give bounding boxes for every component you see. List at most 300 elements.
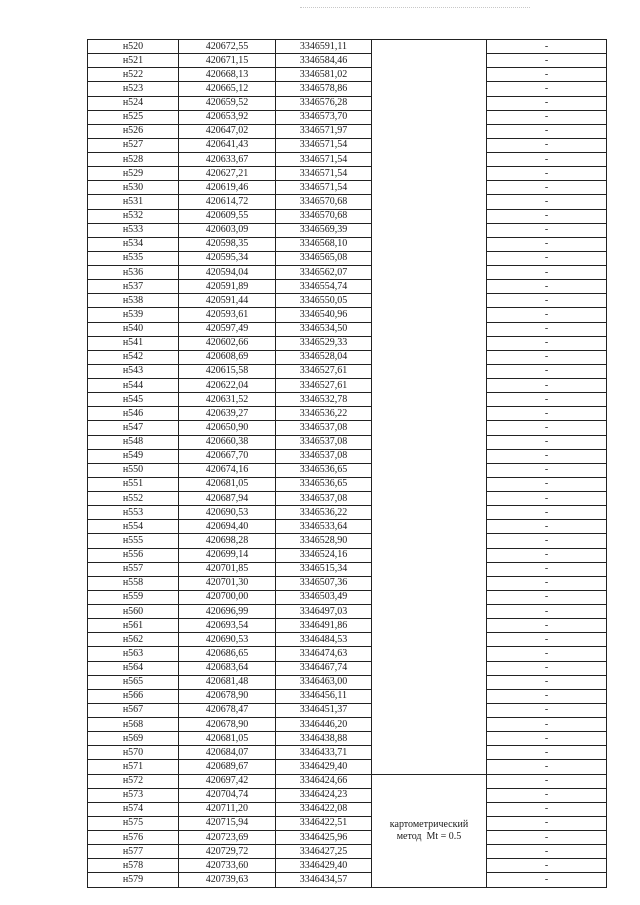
y-coordinate-cell: 3346532,78	[276, 393, 372, 407]
y-coordinate-cell: 3346568,10	[276, 237, 372, 251]
point-name-cell: н547	[88, 421, 179, 435]
accuracy-cell: -	[487, 322, 607, 336]
table-row	[88, 195, 607, 209]
method-cell	[372, 774, 487, 887]
table-row	[88, 435, 607, 449]
table-row	[88, 520, 607, 534]
y-coordinate-cell: 3346427,25	[276, 845, 372, 859]
table-row	[88, 68, 607, 82]
x-coordinate-cell: 420653,92	[179, 110, 276, 124]
table-row	[88, 393, 607, 407]
point-name-cell: н540	[88, 322, 179, 336]
point-name-cell: н548	[88, 435, 179, 449]
table-row	[88, 732, 607, 746]
accuracy-cell: -	[487, 492, 607, 506]
y-coordinate-cell: 3346434,57	[276, 873, 372, 887]
y-coordinate-cell: 3346527,61	[276, 364, 372, 378]
y-coordinate-cell: 3346422,51	[276, 816, 372, 830]
y-coordinate-cell: 3346424,66	[276, 774, 372, 788]
accuracy-cell: -	[487, 266, 607, 280]
point-name-cell: н531	[88, 195, 179, 209]
point-name-cell: н550	[88, 463, 179, 477]
x-coordinate-cell: 420711,20	[179, 802, 276, 816]
x-coordinate-cell: 420678,90	[179, 689, 276, 703]
y-coordinate-cell: 3346565,08	[276, 251, 372, 265]
table-row	[88, 280, 607, 294]
table-row	[88, 760, 607, 774]
point-name-cell: н558	[88, 576, 179, 590]
accuracy-cell: -	[487, 181, 607, 195]
x-coordinate-cell: 420633,67	[179, 153, 276, 167]
accuracy-cell: -	[487, 506, 607, 520]
y-coordinate-cell: 3346451,37	[276, 703, 372, 717]
point-name-cell: н554	[88, 520, 179, 534]
table-row	[88, 619, 607, 633]
table-row	[88, 562, 607, 576]
accuracy-cell: -	[487, 845, 607, 859]
x-coordinate-cell: 420622,04	[179, 379, 276, 393]
x-coordinate-cell: 420681,48	[179, 675, 276, 689]
accuracy-cell: -	[487, 477, 607, 491]
x-coordinate-cell: 420690,53	[179, 506, 276, 520]
table-row	[88, 223, 607, 237]
point-name-cell: н539	[88, 308, 179, 322]
point-name-cell: н557	[88, 562, 179, 576]
table-row	[88, 859, 607, 873]
coordinates-table-body	[88, 40, 607, 888]
table-row	[88, 605, 607, 619]
accuracy-cell: -	[487, 96, 607, 110]
y-coordinate-cell: 3346534,50	[276, 322, 372, 336]
point-name-cell: н544	[88, 379, 179, 393]
x-coordinate-cell: 420619,46	[179, 181, 276, 195]
table-row	[88, 308, 607, 322]
table-row	[88, 251, 607, 265]
x-coordinate-cell: 420697,42	[179, 774, 276, 788]
accuracy-cell: -	[487, 167, 607, 181]
y-coordinate-cell: 3346537,08	[276, 492, 372, 506]
y-coordinate-cell: 3346591,11	[276, 40, 372, 54]
y-coordinate-cell: 3346537,08	[276, 421, 372, 435]
table-row	[88, 873, 607, 887]
x-coordinate-cell: 420615,58	[179, 364, 276, 378]
point-name-cell: н574	[88, 802, 179, 816]
table-row	[88, 802, 607, 816]
accuracy-cell: -	[487, 520, 607, 534]
accuracy-cell: -	[487, 647, 607, 661]
table-row	[88, 703, 607, 717]
x-coordinate-cell: 420639,27	[179, 407, 276, 421]
table-row	[88, 209, 607, 223]
point-name-cell: н565	[88, 675, 179, 689]
accuracy-cell: -	[487, 195, 607, 209]
x-coordinate-cell: 420595,34	[179, 251, 276, 265]
y-coordinate-cell: 3346429,40	[276, 859, 372, 873]
point-name-cell: н545	[88, 393, 179, 407]
accuracy-cell: -	[487, 54, 607, 68]
accuracy-cell: -	[487, 40, 607, 54]
table-row	[88, 96, 607, 110]
table-row	[88, 788, 607, 802]
x-coordinate-cell: 420631,52	[179, 393, 276, 407]
x-coordinate-cell: 420681,05	[179, 732, 276, 746]
accuracy-cell: -	[487, 393, 607, 407]
accuracy-cell: -	[487, 831, 607, 845]
point-name-cell: н546	[88, 407, 179, 421]
table-row	[88, 266, 607, 280]
table-row	[88, 816, 607, 830]
accuracy-cell: -	[487, 816, 607, 830]
table-row	[88, 633, 607, 647]
table-row	[88, 54, 607, 68]
y-coordinate-cell: 3346573,70	[276, 110, 372, 124]
point-name-cell: н561	[88, 619, 179, 633]
y-coordinate-cell: 3346424,23	[276, 788, 372, 802]
x-coordinate-cell: 420660,38	[179, 435, 276, 449]
point-name-cell: н552	[88, 492, 179, 506]
point-name-cell: н526	[88, 124, 179, 138]
accuracy-cell: -	[487, 802, 607, 816]
x-coordinate-cell: 420671,15	[179, 54, 276, 68]
x-coordinate-cell: 420739,63	[179, 873, 276, 887]
x-coordinate-cell: 420723,69	[179, 831, 276, 845]
x-coordinate-cell: 420647,02	[179, 124, 276, 138]
accuracy-cell: -	[487, 675, 607, 689]
accuracy-cell: -	[487, 689, 607, 703]
accuracy-cell: -	[487, 760, 607, 774]
accuracy-cell: -	[487, 590, 607, 604]
table-row	[88, 124, 607, 138]
y-coordinate-cell: 3346570,68	[276, 209, 372, 223]
x-coordinate-cell: 420608,69	[179, 350, 276, 364]
accuracy-cell: -	[487, 110, 607, 124]
point-name-cell: н538	[88, 294, 179, 308]
accuracy-cell: -	[487, 774, 607, 788]
y-coordinate-cell: 3346581,02	[276, 68, 372, 82]
y-coordinate-cell: 3346438,88	[276, 732, 372, 746]
accuracy-cell: -	[487, 449, 607, 463]
table-row	[88, 534, 607, 548]
x-coordinate-cell: 420674,16	[179, 463, 276, 477]
x-coordinate-cell: 420650,90	[179, 421, 276, 435]
accuracy-cell: -	[487, 718, 607, 732]
y-coordinate-cell: 3346422,08	[276, 802, 372, 816]
table-row	[88, 350, 607, 364]
x-coordinate-cell: 420672,55	[179, 40, 276, 54]
point-name-cell: н527	[88, 138, 179, 152]
x-coordinate-cell: 420603,09	[179, 223, 276, 237]
y-coordinate-cell: 3346474,63	[276, 647, 372, 661]
y-coordinate-cell: 3346554,74	[276, 280, 372, 294]
x-coordinate-cell: 420715,94	[179, 816, 276, 830]
y-coordinate-cell: 3346456,11	[276, 689, 372, 703]
point-name-cell: н549	[88, 449, 179, 463]
x-coordinate-cell: 420667,70	[179, 449, 276, 463]
point-name-cell: н572	[88, 774, 179, 788]
y-coordinate-cell: 3346578,86	[276, 82, 372, 96]
method-line-2: метод Mt = 0.5	[396, 830, 462, 842]
point-name-cell: н542	[88, 350, 179, 364]
point-name-cell: н579	[88, 873, 179, 887]
accuracy-cell: -	[487, 703, 607, 717]
point-name-cell: н560	[88, 605, 179, 619]
method-cell-empty	[372, 40, 487, 775]
x-coordinate-cell: 420683,64	[179, 661, 276, 675]
table-row	[88, 675, 607, 689]
accuracy-cell: -	[487, 294, 607, 308]
accuracy-cell: -	[487, 251, 607, 265]
x-coordinate-cell: 420598,35	[179, 237, 276, 251]
y-coordinate-cell: 3346537,08	[276, 449, 372, 463]
y-coordinate-cell: 3346569,39	[276, 223, 372, 237]
table-row	[88, 449, 607, 463]
point-name-cell: н537	[88, 280, 179, 294]
y-coordinate-cell: 3346536,65	[276, 477, 372, 491]
x-coordinate-cell: 420700,00	[179, 590, 276, 604]
accuracy-cell: -	[487, 859, 607, 873]
y-coordinate-cell: 3346484,53	[276, 633, 372, 647]
y-coordinate-cell: 3346562,07	[276, 266, 372, 280]
accuracy-cell: -	[487, 435, 607, 449]
y-coordinate-cell: 3346433,71	[276, 746, 372, 760]
accuracy-cell: -	[487, 237, 607, 251]
y-coordinate-cell: 3346503,49	[276, 590, 372, 604]
x-coordinate-cell: 420614,72	[179, 195, 276, 209]
accuracy-cell: -	[487, 138, 607, 152]
x-coordinate-cell: 420641,43	[179, 138, 276, 152]
y-coordinate-cell: 3346429,40	[276, 760, 372, 774]
y-coordinate-cell: 3346497,03	[276, 605, 372, 619]
y-coordinate-cell: 3346571,54	[276, 153, 372, 167]
accuracy-cell: -	[487, 223, 607, 237]
x-coordinate-cell: 420729,72	[179, 845, 276, 859]
point-name-cell: н541	[88, 336, 179, 350]
table-row	[88, 167, 607, 181]
y-coordinate-cell: 3346515,34	[276, 562, 372, 576]
table-row	[88, 379, 607, 393]
table-row	[88, 506, 607, 520]
y-coordinate-cell: 3346576,28	[276, 96, 372, 110]
point-name-cell: н533	[88, 223, 179, 237]
y-coordinate-cell: 3346467,74	[276, 661, 372, 675]
point-name-cell: н535	[88, 251, 179, 265]
accuracy-cell: -	[487, 336, 607, 350]
x-coordinate-cell: 420704,74	[179, 788, 276, 802]
y-coordinate-cell: 3346536,22	[276, 506, 372, 520]
point-name-cell: н570	[88, 746, 179, 760]
table-row	[88, 746, 607, 760]
point-name-cell: н551	[88, 477, 179, 491]
table-row	[88, 689, 607, 703]
y-coordinate-cell: 3346537,08	[276, 435, 372, 449]
point-name-cell: н534	[88, 237, 179, 251]
table-row	[88, 364, 607, 378]
y-coordinate-cell: 3346571,54	[276, 167, 372, 181]
point-name-cell: н529	[88, 167, 179, 181]
point-name-cell: н555	[88, 534, 179, 548]
table-row	[88, 845, 607, 859]
point-name-cell: н520	[88, 40, 179, 54]
accuracy-cell: -	[487, 124, 607, 138]
x-coordinate-cell: 420696,99	[179, 605, 276, 619]
point-name-cell: н567	[88, 703, 179, 717]
y-coordinate-cell: 3346540,96	[276, 308, 372, 322]
x-coordinate-cell: 420602,66	[179, 336, 276, 350]
accuracy-cell: -	[487, 562, 607, 576]
point-name-cell: н528	[88, 153, 179, 167]
y-coordinate-cell: 3346571,54	[276, 181, 372, 195]
y-coordinate-cell: 3346571,54	[276, 138, 372, 152]
x-coordinate-cell: 420681,05	[179, 477, 276, 491]
accuracy-cell: -	[487, 68, 607, 82]
x-coordinate-cell: 420693,54	[179, 619, 276, 633]
y-coordinate-cell: 3346529,33	[276, 336, 372, 350]
table-row	[88, 718, 607, 732]
x-coordinate-cell: 420627,21	[179, 167, 276, 181]
point-name-cell: н563	[88, 647, 179, 661]
y-coordinate-cell: 3346584,46	[276, 54, 372, 68]
x-coordinate-cell: 420701,85	[179, 562, 276, 576]
table-row	[88, 477, 607, 491]
table-row	[88, 407, 607, 421]
point-name-cell: н577	[88, 845, 179, 859]
point-name-cell: н573	[88, 788, 179, 802]
point-name-cell: н525	[88, 110, 179, 124]
point-name-cell: н564	[88, 661, 179, 675]
x-coordinate-cell: 420678,47	[179, 703, 276, 717]
accuracy-cell: -	[487, 350, 607, 364]
y-coordinate-cell: 3346536,22	[276, 407, 372, 421]
accuracy-cell: -	[487, 463, 607, 477]
point-name-cell: н521	[88, 54, 179, 68]
table-row	[88, 492, 607, 506]
accuracy-cell: -	[487, 788, 607, 802]
point-name-cell: н566	[88, 689, 179, 703]
point-name-cell: н568	[88, 718, 179, 732]
y-coordinate-cell: 3346536,65	[276, 463, 372, 477]
method-line-1: картометрический	[389, 818, 469, 830]
y-coordinate-cell: 3346528,04	[276, 350, 372, 364]
x-coordinate-cell: 420668,13	[179, 68, 276, 82]
table-row	[88, 40, 607, 54]
table-row	[88, 181, 607, 195]
accuracy-cell: -	[487, 421, 607, 435]
point-name-cell: н523	[88, 82, 179, 96]
point-name-cell: н559	[88, 590, 179, 604]
y-coordinate-cell: 3346550,05	[276, 294, 372, 308]
point-name-cell: н556	[88, 548, 179, 562]
table-row	[88, 421, 607, 435]
point-name-cell: н524	[88, 96, 179, 110]
table-row	[88, 153, 607, 167]
table-row	[88, 831, 607, 845]
accuracy-cell: -	[487, 534, 607, 548]
table-row	[88, 647, 607, 661]
point-name-cell: н553	[88, 506, 179, 520]
accuracy-cell: -	[487, 605, 607, 619]
x-coordinate-cell: 420690,53	[179, 633, 276, 647]
table-row	[88, 82, 607, 96]
point-name-cell: н530	[88, 181, 179, 195]
y-coordinate-cell: 3346570,68	[276, 195, 372, 209]
x-coordinate-cell: 420698,28	[179, 534, 276, 548]
point-name-cell: н543	[88, 364, 179, 378]
point-name-cell: н536	[88, 266, 179, 280]
table-row	[88, 237, 607, 251]
table-row	[88, 463, 607, 477]
x-coordinate-cell: 420694,40	[179, 520, 276, 534]
table-row	[88, 336, 607, 350]
point-name-cell: н575	[88, 816, 179, 830]
scan-artifact	[300, 7, 530, 12]
x-coordinate-cell: 420687,94	[179, 492, 276, 506]
accuracy-cell: -	[487, 364, 607, 378]
point-name-cell: н578	[88, 859, 179, 873]
x-coordinate-cell: 420678,90	[179, 718, 276, 732]
table-row	[88, 322, 607, 336]
x-coordinate-cell: 420591,44	[179, 294, 276, 308]
table-row	[88, 548, 607, 562]
table-row	[88, 110, 607, 124]
x-coordinate-cell: 420593,61	[179, 308, 276, 322]
y-coordinate-cell: 3346491,86	[276, 619, 372, 633]
accuracy-cell: -	[487, 280, 607, 294]
accuracy-cell: -	[487, 633, 607, 647]
point-name-cell: н522	[88, 68, 179, 82]
accuracy-cell: -	[487, 153, 607, 167]
table-row	[88, 590, 607, 604]
accuracy-cell: -	[487, 379, 607, 393]
x-coordinate-cell: 420689,67	[179, 760, 276, 774]
accuracy-cell: -	[487, 732, 607, 746]
coordinates-table	[87, 39, 607, 888]
x-coordinate-cell: 420665,12	[179, 82, 276, 96]
point-name-cell: н562	[88, 633, 179, 647]
accuracy-cell: -	[487, 619, 607, 633]
accuracy-cell: -	[487, 576, 607, 590]
x-coordinate-cell: 420686,65	[179, 647, 276, 661]
y-coordinate-cell: 3346463,00	[276, 675, 372, 689]
x-coordinate-cell: 420609,55	[179, 209, 276, 223]
table-row	[88, 576, 607, 590]
x-coordinate-cell: 420684,07	[179, 746, 276, 760]
accuracy-cell: -	[487, 661, 607, 675]
y-coordinate-cell: 3346507,36	[276, 576, 372, 590]
point-name-cell: н571	[88, 760, 179, 774]
accuracy-cell: -	[487, 308, 607, 322]
x-coordinate-cell: 420699,14	[179, 548, 276, 562]
y-coordinate-cell: 3346527,61	[276, 379, 372, 393]
point-name-cell: н532	[88, 209, 179, 223]
table-row	[88, 774, 607, 788]
y-coordinate-cell: 3346446,20	[276, 718, 372, 732]
point-name-cell: н569	[88, 732, 179, 746]
x-coordinate-cell: 420733,60	[179, 859, 276, 873]
x-coordinate-cell: 420594,04	[179, 266, 276, 280]
x-coordinate-cell: 420597,49	[179, 322, 276, 336]
table-row	[88, 294, 607, 308]
accuracy-cell: -	[487, 873, 607, 887]
y-coordinate-cell: 3346425,96	[276, 831, 372, 845]
y-coordinate-cell: 3346524,16	[276, 548, 372, 562]
y-coordinate-cell: 3346528,90	[276, 534, 372, 548]
accuracy-cell: -	[487, 407, 607, 421]
accuracy-cell: -	[487, 548, 607, 562]
y-coordinate-cell: 3346571,97	[276, 124, 372, 138]
accuracy-cell: -	[487, 746, 607, 760]
y-coordinate-cell: 3346533,64	[276, 520, 372, 534]
accuracy-cell: -	[487, 82, 607, 96]
